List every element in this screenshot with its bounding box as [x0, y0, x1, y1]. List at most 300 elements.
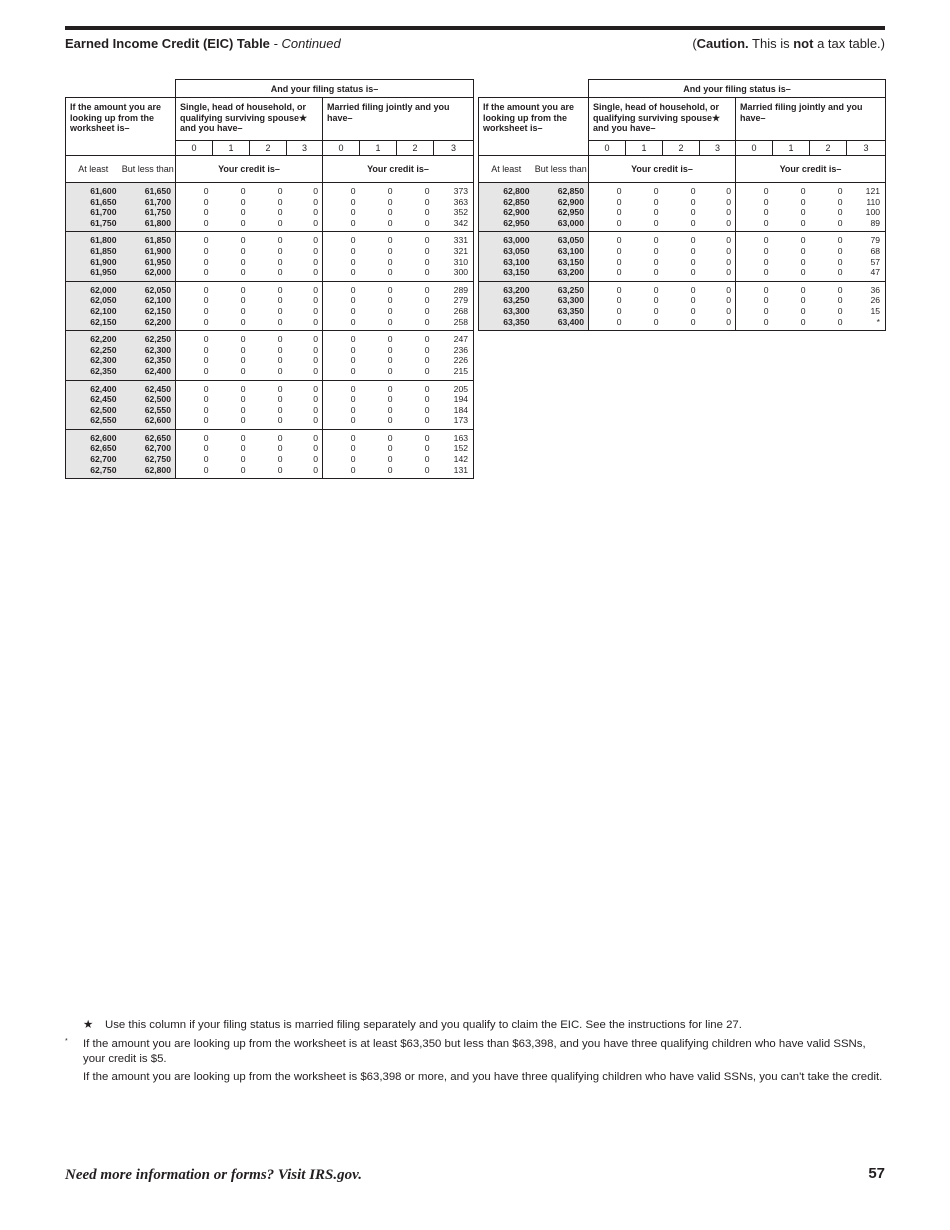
table-cell: 0 — [240, 267, 246, 278]
table-cell: 0 — [837, 235, 843, 246]
single-credit-cell — [213, 183, 250, 232]
table-cell: 0 — [240, 344, 246, 355]
table-cell: 0 — [240, 217, 246, 228]
table-cell: 0 — [616, 295, 622, 306]
table-cell: 26 — [870, 295, 881, 306]
caution-bold: Caution. — [696, 36, 749, 51]
your-credit-header: Your credit is– — [736, 156, 886, 183]
table-cell: 247 — [453, 334, 469, 345]
children-count-header: 0 — [176, 141, 213, 156]
table-cell: 62,800 — [503, 186, 530, 196]
footer-link-text: Need more information or forms? Visit IRS.gov. — [65, 1167, 362, 1183]
table-cell: 79 — [870, 235, 881, 246]
table-cell: 0 — [203, 196, 209, 207]
table-cell: 0 — [763, 316, 769, 327]
footnote-asterisk-text-2: If the amount you are looking up from the worksheet is $63,398 or more, and you have three qualifying children who have valid SSNs, you can't take the credit. — [83, 1071, 883, 1083]
children-count-header: 2 — [397, 141, 434, 156]
table-cell: 61,900 — [90, 256, 117, 267]
table-cell: 0 — [350, 454, 356, 465]
married-credit-cell — [323, 380, 360, 429]
table-cell: 0 — [837, 305, 843, 316]
eic-table-right — [478, 79, 886, 331]
single-credit-cell — [700, 281, 736, 330]
table-cell: 0 — [277, 454, 283, 465]
single-credit-cell — [700, 232, 736, 281]
table-cell: 0 — [350, 186, 356, 196]
but-less-than-header: But less than — [534, 156, 589, 183]
table-cell: 0 — [653, 316, 659, 327]
table-cell: 0 — [387, 344, 393, 355]
table-cell: 0 — [240, 207, 246, 218]
at-least-cell — [66, 380, 121, 429]
table-cell: 63,100 — [503, 256, 530, 267]
table-cell: 110 — [866, 196, 881, 207]
table-cell: 0 — [313, 245, 318, 256]
table-cell: 0 — [313, 334, 318, 345]
table-cell: 0 — [277, 305, 283, 316]
table-cell: 63,300 — [557, 295, 584, 306]
table-cell: 0 — [313, 305, 318, 316]
table-cell: 0 — [726, 295, 731, 306]
table-cell: 62,350 — [144, 355, 171, 366]
table-cell: 0 — [350, 267, 356, 278]
table-cell: 0 — [424, 305, 430, 316]
table-cell: 0 — [800, 267, 806, 278]
married-credit-cell — [397, 183, 434, 232]
table-cell: 268 — [453, 305, 469, 316]
table-cell: 0 — [837, 207, 843, 218]
children-count-header: 3 — [287, 141, 323, 156]
married-credit-cell — [847, 281, 886, 330]
table-cell: 0 — [313, 454, 318, 465]
table-cell: 0 — [203, 284, 209, 295]
married-credit-cell — [847, 232, 886, 281]
married-credit-cell — [323, 281, 360, 330]
single-credit-cell — [589, 183, 626, 232]
table-cell: 0 — [763, 305, 769, 316]
table-cell: 63,200 — [557, 267, 584, 278]
table-cell: 0 — [313, 394, 318, 405]
table-cell: 62,100 — [144, 295, 171, 306]
table-cell: 0 — [800, 295, 806, 306]
table-cell: 373 — [453, 186, 469, 196]
married-credit-cell — [810, 183, 847, 232]
married-credit-cell — [323, 331, 360, 380]
single-credit-cell — [663, 183, 700, 232]
table-cell: 0 — [763, 217, 769, 228]
table-cell: 0 — [313, 415, 318, 426]
table-cell: 63,250 — [503, 295, 530, 306]
table-cell: 0 — [690, 196, 696, 207]
table-cell: 62,950 — [503, 217, 530, 228]
table-cell: 321 — [453, 245, 469, 256]
table-cell: 0 — [313, 256, 318, 267]
children-count-header: 0 — [589, 141, 626, 156]
table-cell: 142 — [453, 454, 469, 465]
married-credit-cell — [434, 183, 474, 232]
table-cell: 0 — [203, 355, 209, 366]
table-cell: 342 — [453, 217, 469, 228]
single-credit-cell — [700, 183, 736, 232]
table-cell: 68 — [870, 245, 881, 256]
at-least-cell — [66, 183, 121, 232]
table-cell: 0 — [277, 235, 283, 246]
caution-not: not — [793, 36, 814, 51]
table-cell: 0 — [387, 295, 393, 306]
table-cell: 0 — [616, 235, 622, 246]
table-cell: 0 — [277, 415, 283, 426]
table-cell: 0 — [763, 207, 769, 218]
table-cell: 0 — [350, 284, 356, 295]
table-cell: 0 — [424, 316, 430, 327]
table-cell: 0 — [240, 394, 246, 405]
table-cell: 0 — [690, 256, 696, 267]
married-credit-cell — [434, 232, 474, 281]
table-cell: 63,100 — [557, 245, 584, 256]
table-cell: 0 — [616, 196, 622, 207]
table-cell: 63,050 — [557, 235, 584, 246]
table-cell: 236 — [453, 344, 469, 355]
single-credit-cell — [626, 183, 663, 232]
table-cell: 0 — [424, 186, 430, 196]
table-row-block — [66, 281, 474, 330]
single-credit-cell — [176, 331, 213, 380]
children-count-header: 3 — [700, 141, 736, 156]
table-cell: 363 — [453, 196, 469, 207]
your-credit-header: Your credit is– — [323, 156, 474, 183]
single-credit-cell — [287, 183, 323, 232]
table-cell: 62,500 — [144, 394, 171, 405]
table-cell: 0 — [350, 383, 356, 394]
table-cell: 0 — [387, 245, 393, 256]
table-cell: 163 — [453, 432, 469, 443]
married-status-header: Married filing jointly and you have– — [736, 98, 886, 141]
table-cell: 0 — [203, 256, 209, 267]
table-cell: 0 — [350, 305, 356, 316]
table-cell: 0 — [387, 383, 393, 394]
table-cell: 0 — [800, 186, 806, 196]
table-cell: 0 — [726, 267, 731, 278]
table-cell: 0 — [424, 295, 430, 306]
at-least-cell — [479, 281, 534, 330]
children-count-header: 2 — [810, 141, 847, 156]
married-credit-cell — [360, 232, 397, 281]
married-credit-cell — [773, 232, 810, 281]
but-less-than-header: But less than — [121, 156, 176, 183]
table-cell: 131 — [453, 464, 469, 475]
table-cell: 0 — [277, 295, 283, 306]
table-cell: 62,050 — [144, 284, 171, 295]
table-cell: 289 — [453, 284, 469, 295]
table-cell: 62,750 — [144, 454, 171, 465]
table-cell: 0 — [203, 267, 209, 278]
table-cell: 0 — [387, 196, 393, 207]
footnote-asterisk — [65, 1037, 885, 1066]
single-credit-cell — [589, 232, 626, 281]
table-cell: 63,150 — [557, 256, 584, 267]
footnote-star — [83, 1018, 742, 1033]
less-than-cell — [121, 380, 176, 429]
table-cell: 63,300 — [503, 305, 530, 316]
table-cell: 215 — [453, 365, 469, 376]
caution-end: a tax table.) — [813, 36, 885, 51]
table-cell: 62,300 — [90, 355, 117, 366]
single-credit-cell — [213, 331, 250, 380]
table-cell: 0 — [203, 207, 209, 218]
table-cell: 0 — [277, 404, 283, 415]
table-cell: 0 — [387, 186, 393, 196]
table-cell: 62,150 — [144, 305, 171, 316]
table-cell: 61,850 — [144, 235, 171, 246]
table-row-block — [479, 281, 886, 330]
table-cell: 0 — [424, 432, 430, 443]
table-cell: 0 — [726, 196, 731, 207]
table-cell: 63,250 — [557, 284, 584, 295]
table-cell: 0 — [350, 196, 356, 207]
at-least-cell — [66, 331, 121, 380]
table-cell: 62,150 — [90, 316, 117, 327]
married-credit-cell — [360, 331, 397, 380]
table-cell: 0 — [387, 404, 393, 415]
children-count-header: 2 — [250, 141, 287, 156]
table-cell: 0 — [313, 383, 318, 394]
table-cell: 0 — [350, 432, 356, 443]
less-than-cell — [534, 232, 589, 281]
table-cell: 0 — [350, 334, 356, 345]
table-cell: 0 — [387, 454, 393, 465]
table-cell: 62,450 — [90, 394, 117, 405]
table-cell: 0 — [313, 284, 318, 295]
table-cell: 0 — [800, 256, 806, 267]
table-cell: 0 — [240, 404, 246, 415]
table-cell: 61,850 — [90, 245, 117, 256]
married-credit-cell — [773, 183, 810, 232]
table-cell: 0 — [277, 464, 283, 475]
table-cell: 62,250 — [144, 334, 171, 345]
table-cell: 0 — [690, 305, 696, 316]
table-cell: 0 — [240, 256, 246, 267]
table-cell: 62,600 — [144, 415, 171, 426]
table-cell: 0 — [313, 464, 318, 475]
table-cell: 0 — [800, 316, 806, 327]
table-cell: 0 — [277, 316, 283, 327]
at-least-header: At least — [479, 156, 534, 183]
table-cell: 0 — [837, 245, 843, 256]
table-cell: 0 — [387, 207, 393, 218]
married-credit-cell — [434, 331, 474, 380]
table-cell: 0 — [837, 295, 843, 306]
table-cell: 205 — [453, 383, 469, 394]
married-credit-cell — [434, 380, 474, 429]
single-credit-cell — [250, 380, 287, 429]
table-cell: 0 — [240, 245, 246, 256]
single-credit-cell — [663, 232, 700, 281]
married-credit-cell — [397, 380, 434, 429]
table-cell: 226 — [453, 355, 469, 366]
table-cell: 0 — [690, 245, 696, 256]
table-cell: 0 — [350, 443, 356, 454]
table-cell: 62,750 — [90, 464, 117, 475]
married-credit-cell — [397, 331, 434, 380]
table-cell: 0 — [387, 235, 393, 246]
table-cell: 0 — [277, 383, 283, 394]
table-cell: 0 — [387, 443, 393, 454]
table-cell: 61,800 — [144, 217, 171, 228]
table-cell: 0 — [350, 295, 356, 306]
table-cell: 62,650 — [144, 432, 171, 443]
married-credit-cell — [397, 429, 434, 478]
table-cell: 0 — [837, 217, 843, 228]
table-cell: 0 — [726, 186, 731, 196]
table-cell: 310 — [453, 256, 469, 267]
table-row-block — [66, 380, 474, 429]
table-cell: 36 — [870, 284, 881, 295]
table-cell: 0 — [277, 443, 283, 454]
table-cell: 0 — [313, 267, 318, 278]
table-cell: 0 — [313, 443, 318, 454]
single-credit-cell — [663, 281, 700, 330]
table-cell: 0 — [240, 316, 246, 327]
married-credit-cell — [847, 183, 886, 232]
table-cell: 0 — [800, 217, 806, 228]
table-cell: 0 — [763, 295, 769, 306]
table-cell: 0 — [313, 217, 318, 228]
table-cell: 61,650 — [144, 186, 171, 196]
table-cell: 0 — [837, 267, 843, 278]
table-cell: 62,850 — [557, 186, 584, 196]
table-cell: 62,250 — [90, 344, 117, 355]
table-cell: 61,800 — [90, 235, 117, 246]
your-credit-header: Your credit is– — [589, 156, 736, 183]
single-credit-cell — [176, 281, 213, 330]
table-cell: 0 — [203, 394, 209, 405]
table-cell: 0 — [240, 383, 246, 394]
table-cell: 62,050 — [90, 295, 117, 306]
table-cell: 63,400 — [557, 316, 584, 327]
table-cell: 0 — [616, 217, 622, 228]
table-cell: 0 — [350, 207, 356, 218]
table-cell: 0 — [277, 186, 283, 196]
table-cell: 0 — [837, 196, 843, 207]
table-cell: 0 — [240, 186, 246, 196]
table-cell: 0 — [203, 245, 209, 256]
table-cell: 0 — [203, 365, 209, 376]
table-cell: 0 — [690, 186, 696, 196]
table-cell: 0 — [350, 464, 356, 475]
married-credit-cell — [397, 281, 434, 330]
less-than-cell — [121, 331, 176, 380]
table-cell: 0 — [424, 415, 430, 426]
table-cell: 0 — [313, 207, 318, 218]
table-cell: 62,650 — [90, 443, 117, 454]
children-count-header: 0 — [736, 141, 773, 156]
at-least-cell — [66, 281, 121, 330]
table-cell: 0 — [313, 365, 318, 376]
table-cell: 0 — [387, 415, 393, 426]
table-cell: 0 — [424, 365, 430, 376]
table-cell: 0 — [800, 284, 806, 295]
table-cell: 0 — [387, 305, 393, 316]
single-credit-cell — [176, 232, 213, 281]
footnote-asterisk-2 — [83, 1070, 885, 1085]
table-cell: 0 — [690, 217, 696, 228]
table-cell: 0 — [313, 316, 318, 327]
single-credit-cell — [213, 429, 250, 478]
table-cell: 0 — [350, 394, 356, 405]
table-cell: 63,000 — [503, 235, 530, 246]
table-cell: 0 — [763, 186, 769, 196]
table-cell: 0 — [350, 316, 356, 327]
table-cell: 61,950 — [90, 267, 117, 278]
table-cell: 0 — [277, 207, 283, 218]
table-cell: 0 — [387, 432, 393, 443]
table-cell: 152 — [453, 443, 469, 454]
table-cell: 63,350 — [557, 305, 584, 316]
table-cell: 0 — [387, 355, 393, 366]
single-credit-cell — [213, 281, 250, 330]
table-row-block — [66, 331, 474, 380]
table-cell: 0 — [690, 284, 696, 295]
single-credit-cell — [176, 380, 213, 429]
married-credit-cell — [323, 183, 360, 232]
table-cell: 0 — [313, 344, 318, 355]
table-cell: 0 — [277, 196, 283, 207]
table-cell: 0 — [203, 415, 209, 426]
children-count-header: 1 — [773, 141, 810, 156]
table-cell: * — [876, 316, 881, 327]
table-cell: 0 — [800, 235, 806, 246]
footnote-asterisk-text: If the amount you are looking up from the worksheet is at least $63,350 but less than $63,398, and you have three qualifying children who have valid SSNs, your credit is $5. — [83, 1038, 866, 1065]
table-cell: 0 — [653, 305, 659, 316]
table-cell: 0 — [726, 316, 731, 327]
table-cell: 0 — [240, 415, 246, 426]
table-cell: 0 — [240, 235, 246, 246]
caution-open: ( — [692, 36, 697, 51]
table-cell: 57 — [870, 256, 881, 267]
table-cell: 0 — [424, 355, 430, 366]
table-cell: 0 — [240, 454, 246, 465]
table-cell: 0 — [616, 267, 622, 278]
table-cell: 62,900 — [557, 196, 584, 207]
table-cell: 62,850 — [503, 196, 530, 207]
table-cell: 62,400 — [144, 365, 171, 376]
table-cell: 0 — [653, 196, 659, 207]
table-cell: 0 — [653, 186, 659, 196]
table-cell: 61,700 — [144, 196, 171, 207]
table-cell: 0 — [837, 186, 843, 196]
table-cell: 0 — [690, 267, 696, 278]
table-cell: 0 — [616, 305, 622, 316]
table-cell: 62,400 — [90, 383, 117, 394]
table-cell: 0 — [387, 394, 393, 405]
table-cell: 0 — [387, 365, 393, 376]
table-cell: 63,050 — [503, 245, 530, 256]
table-cell: 300 — [453, 267, 469, 278]
table-cell: 0 — [837, 316, 843, 327]
table-cell: 331 — [453, 235, 469, 246]
table-cell: 0 — [424, 196, 430, 207]
table-cell: 0 — [203, 344, 209, 355]
table-cell: 0 — [763, 245, 769, 256]
table-cell: 0 — [203, 432, 209, 443]
table-cell: 0 — [653, 207, 659, 218]
children-count-header: 3 — [434, 141, 474, 156]
table-cell: 0 — [424, 284, 430, 295]
table-cell: 0 — [424, 256, 430, 267]
table-cell: 0 — [653, 256, 659, 267]
table-cell: 173 — [453, 415, 469, 426]
table-cell: 0 — [616, 256, 622, 267]
